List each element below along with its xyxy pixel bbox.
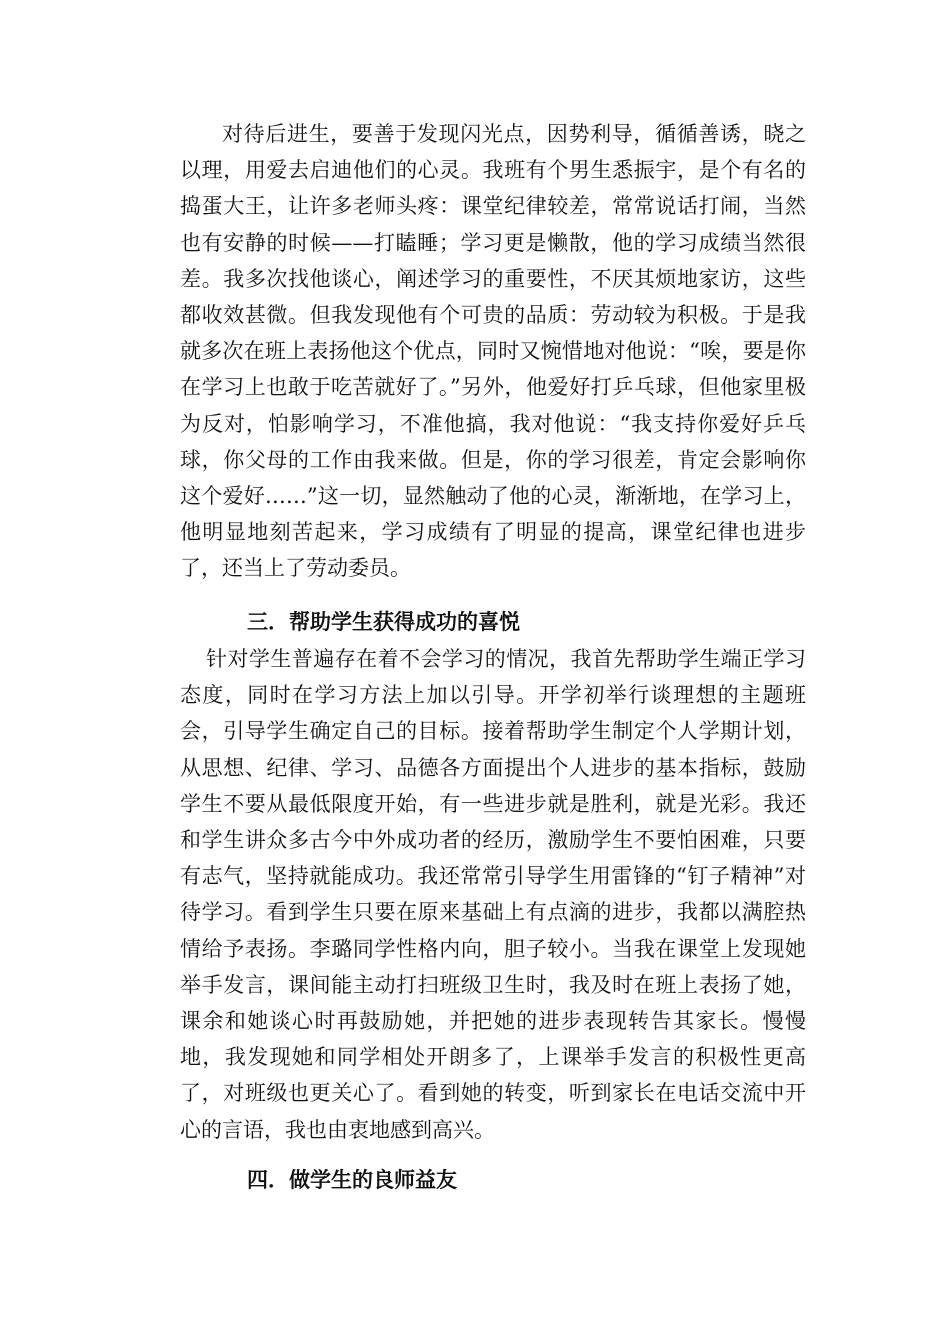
section-heading-three: 三．帮助学生获得成功的喜悦 [247, 610, 520, 634]
paragraph-help-success: 针对学生普遍存在着不会学习的情况，我首先帮助学生端正学习态度，同时在学习方法上加以引导。开学初举行谈理想的主题班会，引导学生确定自己的目标。接着帮助学生制定个人学期计划，从思想、纪律、学习、品德各方面提出个人进步的基本指标，鼓励学生不要从最低限度开始，有一些进步就是胜利，就是光彩。我还和学生讲众多古今中外成功者的经历，激励学生不要怕困难，只要有志气，坚持就能成功。我还常常引导学生用雷锋的“钉子精神”对待学习。看到学生只要在原来基础上有点滴的进步，我都以满腔热情给予表扬。李璐同学性格内向，胆子较小。当我在课堂上发现她举手发言，课间能主动打扫班级卫生时，我及时在班上表扬了她，课余和她谈心时再鼓励她，并把她的进步表现转告其家长。慢慢地，我发现她和同学相处开朗多了，上课举手发言的积极性更高了，对班级也更关心了。看到她的转变，听到家长在电话交流中开心的言语，我也由衷地感到高兴。 [180, 647, 806, 1142]
paragraph-backward-student: 对待后进生，要善于发现闪光点，因势利导，循循善诱，晓之以理，用爱去启迪他们的心灵。我班有个男生悉振宇，是个有名的捣蛋大王，让许多老师头疼：课堂纪律较差，常常说话打闹，当然也有安静的时候——打瞌睡；学习更是懒散，他的学习成绩当然很差。我多次找他谈心，阐述学习的重要性，不厌其烦地家访，这些都收效甚微。但我发现他有个可贵的品质：劳动较为积极。于是我就多次在班上表扬他这个优点，同时又惋惜地对他说：“唉，要是你在学习上也敢于吃苦就好了。”另外，他爱好打乒乓球，但他家里极为反对，怕影响学习，不准他搞，我对他说：“我支持你爱好乒乓球，你父母的工作由我来做。但是，你的学习很差，肯定会影响你这个爱好……”这一切，显然触动了他的心灵，渐渐地，在学习上，他明显地刻苦起来，学习成绩有了明显的提高，课堂纪律也进步了，还当上了劳动委员。 [180, 122, 806, 581]
section-heading-four: 四．做学生的良师益友 [247, 1168, 457, 1192]
